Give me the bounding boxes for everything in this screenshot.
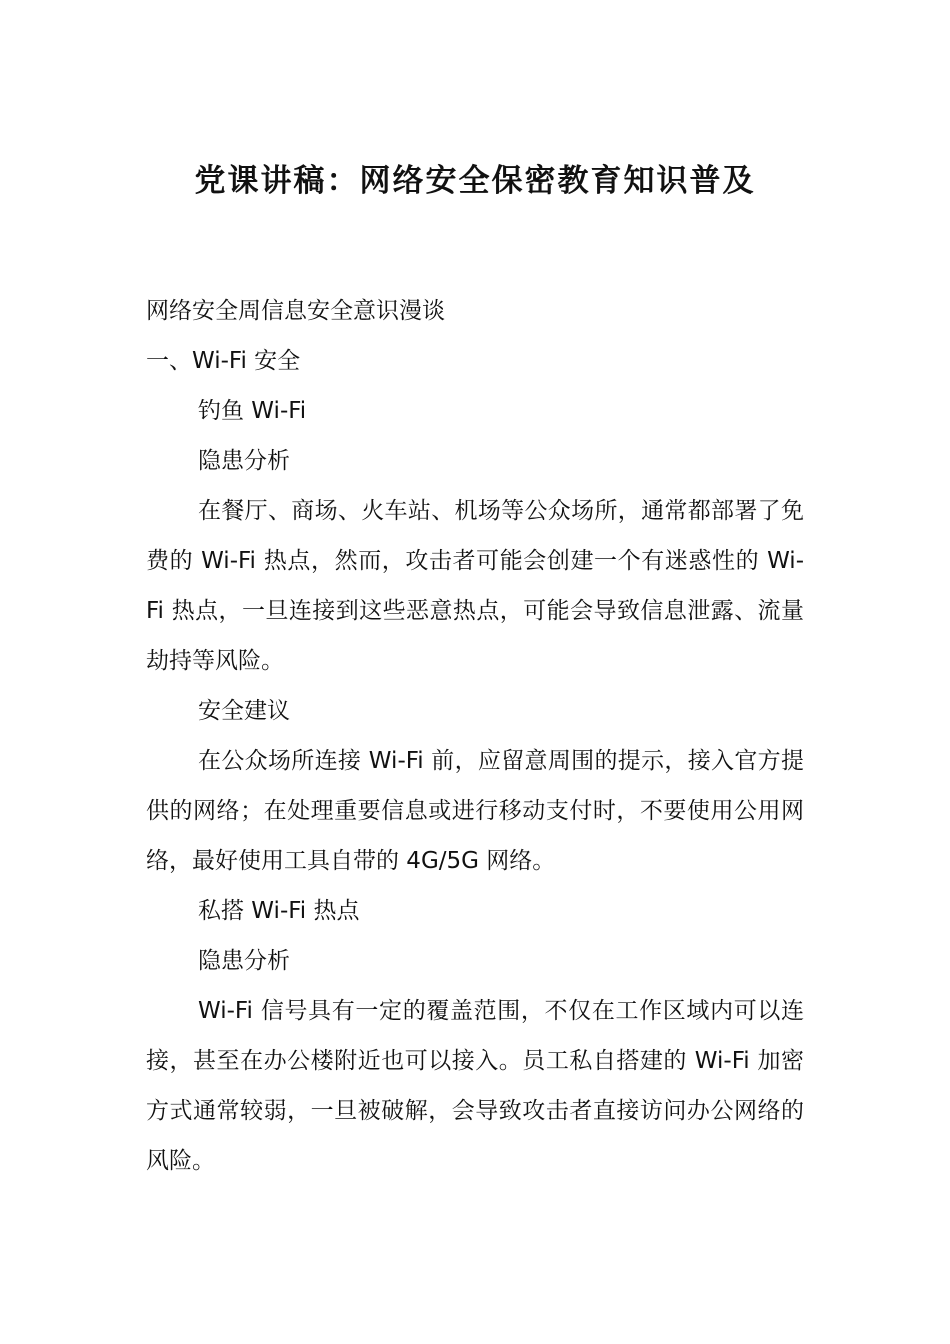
risk-analysis-label: 隐患分析 [198, 448, 290, 474]
subsection-heading-private-hotspot: 私搭 Wi-Fi 热点 [198, 898, 360, 924]
risk-analysis-label: 隐患分析 [198, 948, 290, 974]
phishing-risk-paragraph: 在餐厅、商场、火车站、机场等公众场所，通常都部署了免费的 Wi-Fi 热点，然而，攻击者可能会创建一个有迷惑性的 Wi-Fi 热点，一旦连接到这些恶意热点，可能会导致信息泄露、流量劫持等风险。 [146, 498, 804, 674]
document-title: 党课讲稿：网络安全保密教育知识普及 [194, 163, 756, 199]
document-body [146, 286, 804, 1186]
security-advice-label: 安全建议 [198, 698, 290, 724]
subsection-heading-phishing-wifi: 钓鱼 Wi-Fi [198, 398, 307, 424]
section-heading-wifi-security: 一、Wi-Fi 安全 [146, 348, 301, 374]
phishing-advice-paragraph: 在公众场所连接 Wi-Fi 前，应留意周围的提示，接入官方提供的网络；在处理重要信息或进行移动支付时，不要使用公用网络，最好使用工具自带的 4G/5G 网络。 [146, 748, 804, 874]
subtitle: 网络安全周信息安全意识漫谈 [146, 298, 445, 324]
private-hotspot-risk-paragraph: Wi-Fi 信号具有一定的覆盖范围，不仅在工作区域内可以连接，甚至在办公楼附近也可以接入。员工私自搭建的 Wi-Fi 加密方式通常较弱，一旦被破解，会导致攻击者直接访问办公网络的风险。 [146, 998, 804, 1174]
